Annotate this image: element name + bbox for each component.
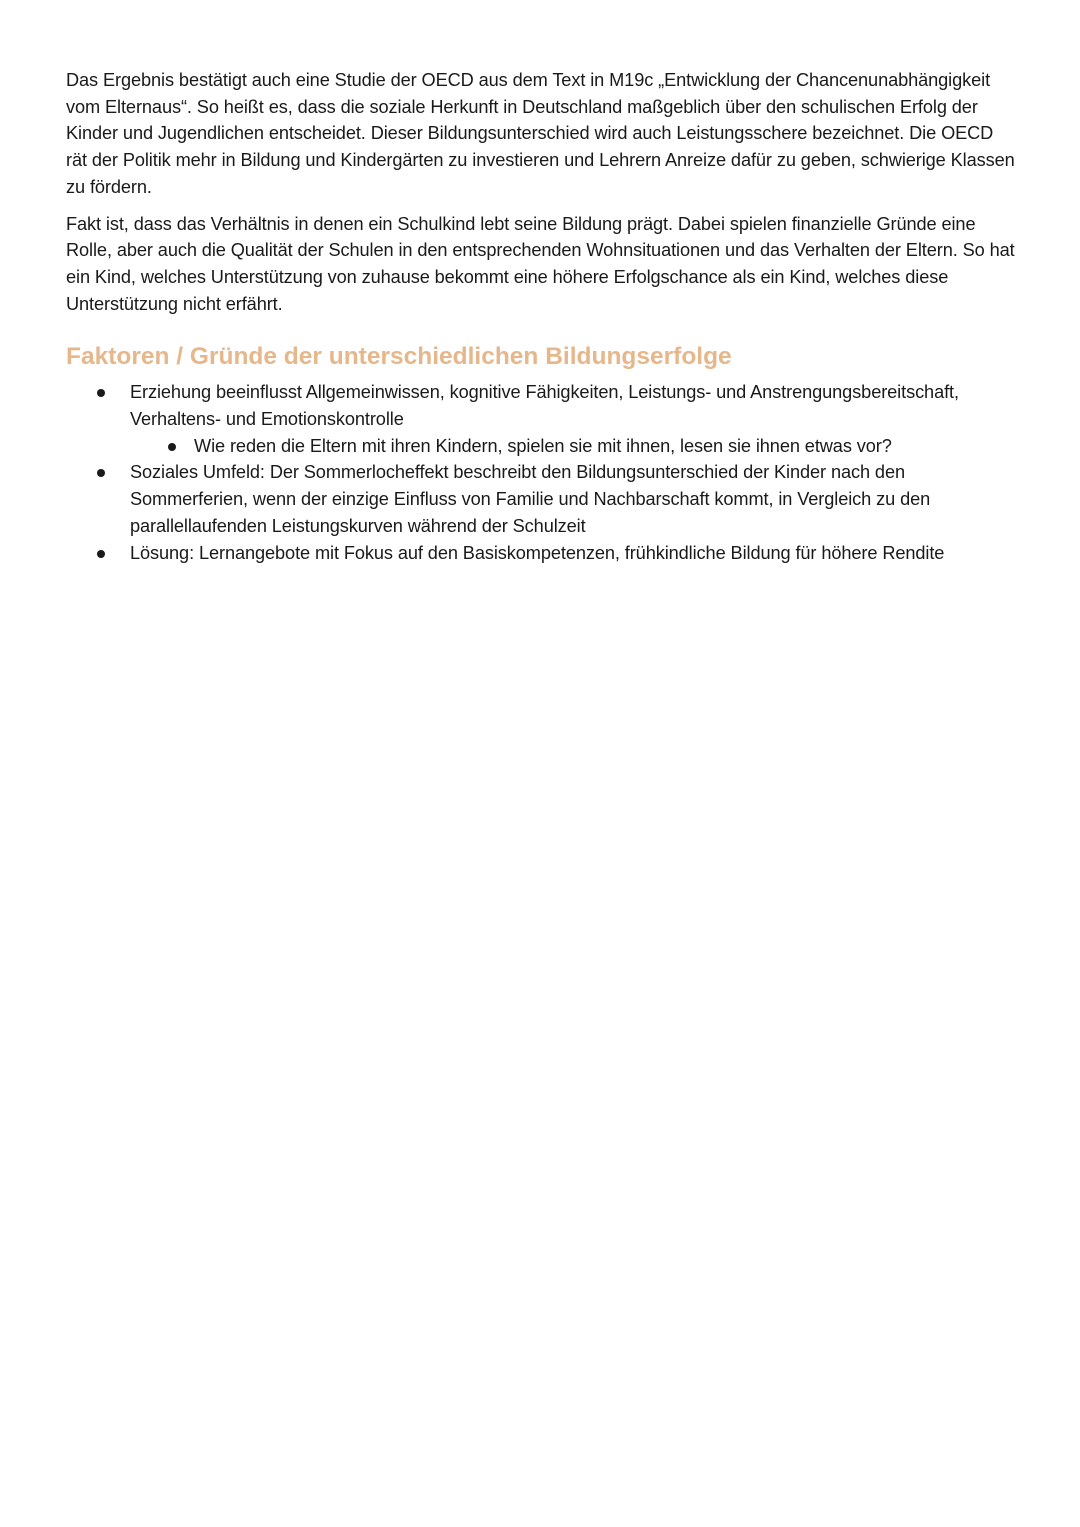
- sub-list-item: [128, 433, 1016, 460]
- bullet-icon: [97, 469, 105, 477]
- list-item-text: Lösung: Lernangebote mit Fokus auf den Basiskompetenzen, frühkindliche Bildung für höhere Rendite: [130, 542, 945, 563]
- document-page: [66, 67, 1016, 566]
- list-item: [66, 379, 1016, 459]
- list-item: [66, 459, 1016, 539]
- list-item-text: Soziales Umfeld: Der Sommerlocheffekt beschreibt den Bildungsunterschied der Kinder nach den Sommerferien, wenn der einzige Einfluss von Familie und Nachbarschaft kommt, in Vergleich zu den parallellaufenden Leistungskurven während der Schulzeit: [130, 462, 931, 536]
- section-heading: Faktoren / Gründe der unterschiedlichen Bildungserfolge: [66, 343, 732, 371]
- sub-list-item-text: Wie reden die Eltern mit ihren Kindern, spielen sie mit ihnen, lesen sie ihnen etwas vor?: [194, 435, 892, 456]
- bullet-icon: [168, 443, 176, 451]
- paragraph-oecd-study: Das Ergebnis bestätigt auch eine Studie der OECD aus dem Text in M19c „Entwicklung der Chancenunabhängigkeit vom Elternaus“. So heißt es, dass die soziale Herkunft in Deutschland maßgeblich über den schulischen Erfolg der Kinder und Jugendlichen entscheidet. Dieser Bildungsunterschied wird auch Leistungsschere bezeichnet. Die OECD rät der Politik mehr in Bildung und Kindergärten zu investieren und Lehrern Anreize dafür zu geben, schwierige Klassen zu fördern.: [66, 70, 1015, 197]
- factors-list: [66, 379, 1016, 566]
- paragraph-living-conditions: Fakt ist, dass das Verhältnis in denen ein Schulkind lebt seine Bildung prägt. Dabei spielen finanzielle Gründe eine Rolle, aber auch die Qualität der Schulen in den entsprechenden Wohnsituationen und das Verhalten der Eltern. So hat ein Kind, welches Unterstützung von zuhause bekommt eine höhere Erfolgschance als ein Kind, welches diese Unterstützung nicht erfährt.: [66, 213, 1015, 314]
- sub-list: [130, 433, 1016, 460]
- bullet-icon: [97, 389, 105, 397]
- bullet-icon: [97, 550, 105, 558]
- list-item-text: Erziehung beeinflusst Allgemeinwissen, kognitive Fähigkeiten, Leistungs- und Anstrengungsbereitschaft, Verhaltens- und Emotionskontrolle: [130, 382, 959, 430]
- list-item: [66, 540, 1016, 567]
